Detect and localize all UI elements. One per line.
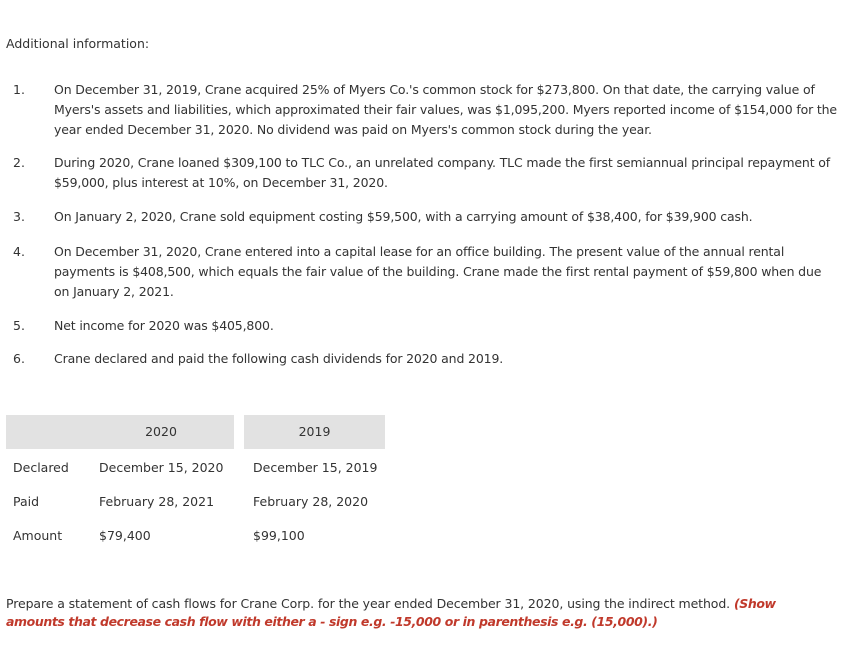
cell-amount-2020: $79,400 — [99, 528, 151, 543]
item-text: Crane declared and paid the following cash dividends for 2020 and 2019. — [54, 351, 504, 366]
item-number: 3. — [13, 209, 25, 224]
item-text: During 2020, Crane loaned $309,100 to TLC Co., an unrelated company. TLC made the first semiannual principal repayment of $59,000, plus interest at 10%, on December 31, 2020. — [54, 155, 831, 190]
cell-amount-2019: $99,100 — [253, 528, 305, 543]
item-number: 2. — [13, 155, 25, 170]
item-text: On January 2, 2020, Crane sold equipment costing $59,500, with a carrying amount of $38,400, for $39,900 cash. — [54, 209, 753, 224]
instruction-note: (Show amounts that decrease cash flow with either a - sign e.g. -15,000 or in parenthesis e.g. (15,000).) — [6, 596, 776, 629]
column-header-2020: 2020 — [145, 424, 177, 439]
item-number: 5. — [13, 318, 25, 333]
item-text: On December 31, 2019, Crane acquired 25% of Myers Co.'s common stock for $273,800. On that date, the carrying value of Myers's assets and liabilities, which approximated their fair values, was $1,095,200. Myers reported income of $154,000 for the year ended December 31, 2020. No dividend was paid on Myers's common stock during the year. — [54, 82, 837, 137]
item-number: 6. — [13, 351, 25, 366]
instruction-text — [6, 595, 836, 631]
item-number: 1. — [13, 82, 25, 97]
row-label-declared: Declared — [13, 460, 69, 475]
cell-paid-2020: February 28, 2021 — [99, 494, 215, 509]
instruction-main: Prepare a statement of cash flows for Crane Corp. for the year ended December 31, 2020, using the indirect method. — [6, 596, 731, 611]
section-heading: Additional information: — [6, 36, 150, 51]
row-label-amount: Amount — [13, 528, 63, 543]
item-text: Net income for 2020 was $405,800. — [54, 318, 274, 333]
cell-paid-2019: February 28, 2020 — [253, 494, 369, 509]
item-number: 4. — [13, 244, 25, 259]
item-text: On December 31, 2020, Crane entered into a capital lease for an office building. The present value of the annual rental payments is $408,500, which equals the fair value of the building. Crane made the first rental payment of $59,800 when due on January 2, 2021. — [54, 244, 822, 299]
column-header-2019: 2019 — [298, 424, 331, 439]
cell-declared-2020: December 15, 2020 — [99, 460, 224, 475]
cell-declared-2019: December 15, 2019 — [253, 460, 378, 475]
row-label-paid: Paid — [13, 494, 40, 509]
